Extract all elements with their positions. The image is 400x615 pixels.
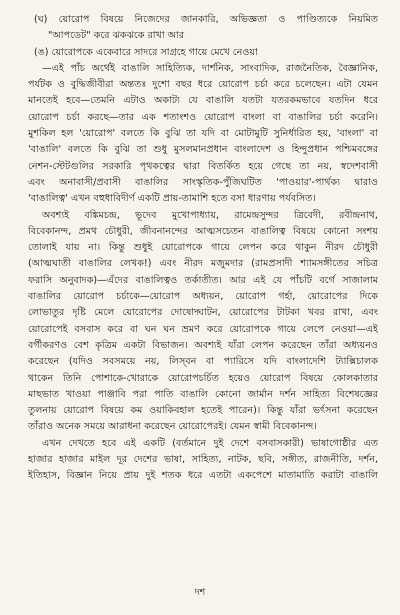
paragraph-2 bbox=[28, 208, 378, 436]
text-line: (ঙ) য়োরোপকে একেবারে সাদরে সাগ্রহে গায়ে মেখে নেওয়া bbox=[34, 46, 258, 58]
text-line: অবশ্যই বঙ্কিমচন্দ্র, ভূদেব মুখোপাধ্যায়, রামেন্দ্রসুন্দর ত্রিবেদী, রবীন্দ্রনাথ, bbox=[42, 209, 378, 221]
page-number: দশ bbox=[194, 587, 206, 598]
text-line: নেশন-স্টেটগুলির সরকারি পৃথকত্বের দ্বারা বিতর্কিত হয়ে গেছে তা নয়, স্বদেশবাসী bbox=[28, 160, 378, 172]
text-line: মানতেই হবে—তেমনি এটাও অকাট্য যে বাঙালি যতটা যতরকমভাবে যতদিন ধরে bbox=[28, 95, 378, 107]
list-item-gha bbox=[28, 12, 378, 45]
text-line: লোভাতুর দৃষ্টি মেলে য়োরোপের দোষোদ্ঘাটন, য়োরোপের টাটকা খবর রাখা, এবং bbox=[28, 307, 378, 319]
text-line: তোলাই যায় না। কিন্তু শুধুই য়োরোপকে গায়ে লেপন করে থাকুন নীরদ চৌধুরী bbox=[28, 242, 378, 254]
text-line: "আপডেট" করে ঝকঝকে রাখা আর bbox=[48, 30, 185, 42]
text-line: তাঁরাও অনেক সময়ে আরাধনা করেছেন য়োরোপেরই। যেমন স্বামী বিবেকানন্দ। bbox=[28, 421, 317, 433]
text-line: (ঘ) য়োরোপ বিষয়ে নিজেদের জানকারি, অভিজ্ঞতা ও পাণ্ডিত্যকে নিয়মিত bbox=[34, 14, 378, 25]
paragraph-1 bbox=[28, 61, 378, 208]
text-line: এবং অনাবাসী/প্রবাসী বাঙালির সাংস্কৃতিক-পুঁজিঘটিত 'পাওয়ার'-পার্থক্য দ্বারাও bbox=[28, 176, 378, 188]
text-line: পর্যটক ও বুদ্ধিজীবীরা অন্ততঃ দুশো বছর ধরে য়োরোপ চর্চা করে চলেছেন। এটা যেমন bbox=[28, 79, 378, 91]
list-item-umo bbox=[28, 45, 378, 61]
text-line: মাছভাত খাওয়া পাঞ্জাবি পরা পাতি বাঙালি কোনো জার্মান দর্শন সাহিত্য বিশেষজ্ঞের bbox=[28, 388, 378, 400]
text-line: করেছেন (যদিও সবসময়ে নয়, লিস্‌বন বা প্যারিসে যদি বাংলাদেশি ট্যাক্সিচালক bbox=[28, 356, 378, 368]
text-line: হাজার হাজার মাইল দূর দেশের ভাষা, সাহিত্য, নাটক, ছবি, সঙ্গীত, রাজনীতি, দর্শন, bbox=[28, 454, 378, 466]
text-line: মুশকিল হল 'য়োরোপ' বলতে কি বুঝি তা যদি বা মোটামুটি সুনির্ধারিত হয়, 'বাংলা' বা bbox=[28, 128, 378, 140]
text-line: —এই পাঁচ অর্থেই বাঙালি সাহিত্যিক, দার্শনিক, সাংবাদিক, রাজনৈতিক, বৈজ্ঞানিক, bbox=[42, 62, 378, 74]
text-line: ফরাসি অনুবাদক)—এঁদের বাঙালিত্বও তর্কাতীত। আর এই যে পাঁচটি বর্গে সাজালাম bbox=[28, 274, 378, 286]
paragraph-3 bbox=[28, 436, 378, 485]
text-line: তুলনায় য়োরোপ বিষয়ে কম ওয়াকিবহাল হতেই পারেন)। কিন্তু যাঁরা ভর্ৎসনা করেছেন bbox=[28, 405, 378, 417]
text-line: (আত্মঘাতী বাঙালির লেখক!) এবং নীরদ মজুমদার (রামপ্রসাদী শ্যামসঙ্গীতের সচিত্র bbox=[28, 258, 378, 270]
text-line: 'বাঙালি' বলতে কি বুঝি তা শুধু মুসলমানপ্রধান বাংলাদেশ ও হিন্দুপ্রধান পশ্চিমবঙ্গের bbox=[28, 144, 378, 156]
text-line: এখন দেখতে হবে এই একটি (বর্তমানে দুই দেশে বসবাসকারী) ভাষাগোষ্ঠীর এত bbox=[42, 437, 378, 449]
text-line: বাঙালির য়োরোপ চর্চাকে—য়োরোপ অধ্যয়ন, য়োরোপ গর্হা, য়োরোপের দিকে bbox=[28, 291, 378, 303]
text-line: থাকেন তিনি পোশাকে-খোরাকে য়োরোপচর্চিত হয়েও য়োরোপ বিষয়ে কোলকাতার bbox=[28, 372, 378, 384]
text-line: বিবেকানন্দ, প্রমথ চৌধুরী, জীবনানন্দের আত্মসচেতন বাঙালিত্ব বিষয়ে কোনো সংশয় bbox=[28, 225, 378, 237]
text-line: য়োরোপেই বসবাস করে বা ঘন ঘন ভ্রমণ করে য়োরোপকে গায়ে লেপে নেওয়া—এই bbox=[28, 323, 378, 335]
text-line: বর্গীকরণও বেশ কৃত্রিম একটা বিভাজন। অবশ্যই যাঁরা লেপন করেছেন তাঁরা অধ্যয়নও bbox=[28, 339, 378, 351]
text-line: য়োরোপ চর্চা করছে—তার এক শতাংশও য়োরোপ বাংলা বা বাঙালির চর্চা করেনি। bbox=[28, 111, 378, 123]
text-line: 'বাঙালিত্ব' এখন বহুধাবিদীর্ণ একটি প্রায়-তামাশি হতে বসা ধারণায় পর্যবসিত। bbox=[28, 193, 316, 205]
text-line: ইতিহাস, বিজ্ঞান নিয়ে প্রায় দুই শতক ধরে এতটা একপেশে মাতামাতি করাটা বাঙালি bbox=[28, 470, 378, 482]
